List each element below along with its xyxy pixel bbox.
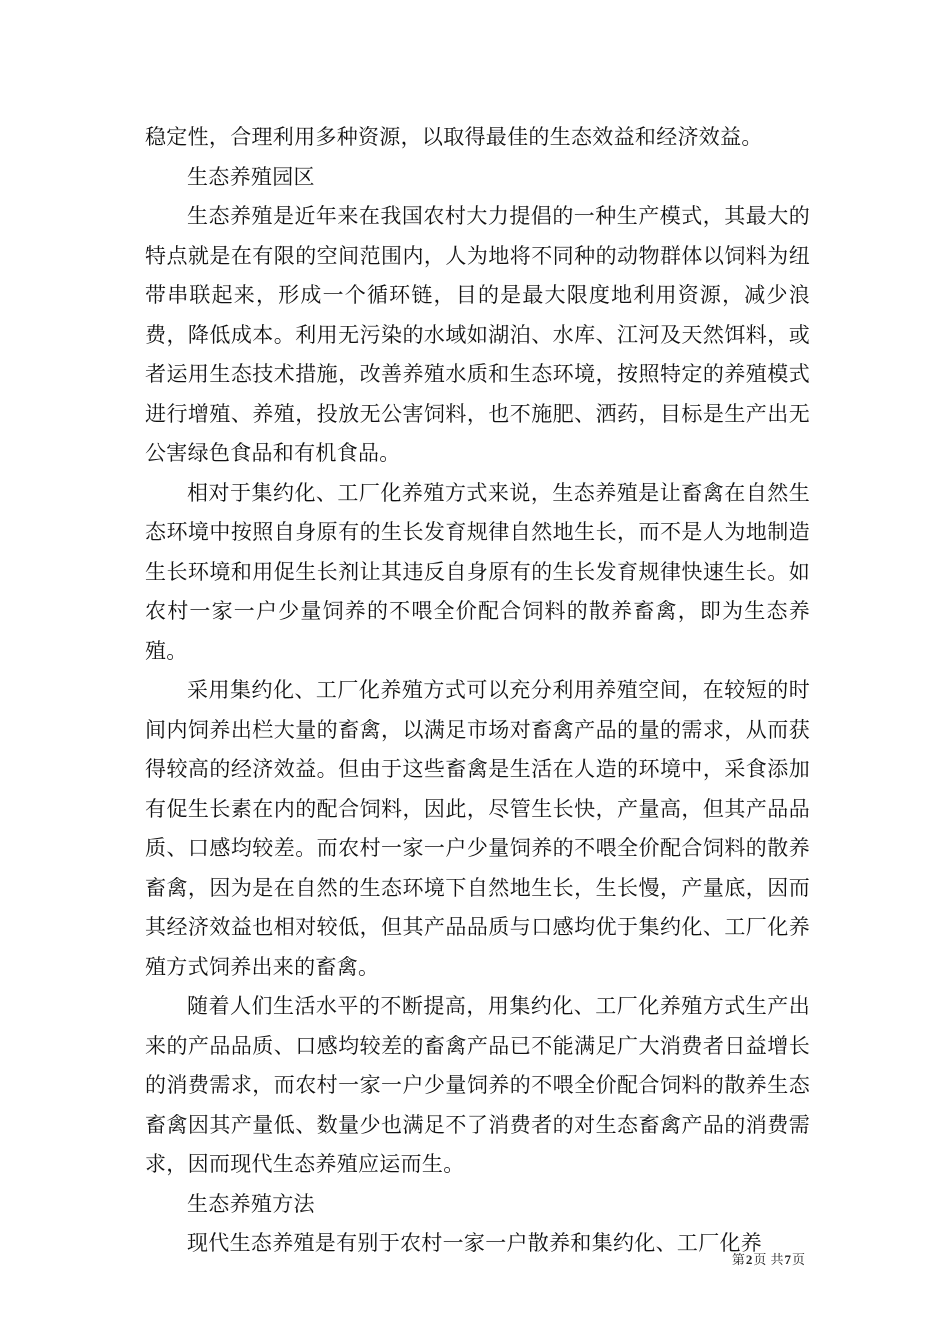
paragraph: 现代生态养殖是有别于农村一家一户散养和集约化、工厂化养	[187, 1231, 763, 1255]
page-footer	[732, 1251, 805, 1270]
section-heading-eco-farming-methods: 生态养殖方法	[187, 1191, 315, 1216]
current-page-number: 2	[745, 1252, 753, 1267]
paragraph: 相对于集约化、工厂化养殖方式来说，生态养殖是让畜禽在自然生态环境中按照自身原有的生长发育规律自然地生长，而不是人为地制造生长环境和用促生长剂让其违反自身原有的生长发育规律快速生长。如农村一家一户少量饲养的不喂全价配合饲料的散养畜禽，即为生态养殖。	[145, 480, 810, 663]
footer-prefix: 第	[731, 1253, 745, 1268]
footer-suffix: 页	[791, 1253, 805, 1268]
paragraph: 采用集约化、工厂化养殖方式可以充分利用养殖空间，在较短的时间内饲养出栏大量的畜禽，以满足市场对畜禽产品的量的需求，从而获得较高的经济效益。但由于这些畜禽是生活在人造的环境中，采食添加有促生长素在内的配合饲料，因此，尽管生长快，产量高，但其产品品质、口感均较差。而农村一家一户少量饲养的不喂全价配合饲料的散养畜禽，因为是在自然的生态环境下自然地生长，生长慢，产量底，因而其经济效益也相对较低，但其产品品质与口感均优于集约化、工厂化养殖方式饲养出来的畜禽。	[145, 678, 810, 979]
paragraph: 生态养殖是近年来在我国农村大力提倡的一种生产模式，其最大的特点就是在有限的空间范围内，人为地将不同种的动物群体以饲料为纽带串联起来，形成一个循环链，目的是最大限度地利用资源，减少浪费，降低成本。利用无污染的水域如湖泊、水库、江河及天然饵料，或者运用生态技术措施，改善养殖水质和生态环境，按照特定的养殖模式进行增殖、养殖，投放无公害饲料，也不施肥、洒药，目标是生产出无公害绿色食品和有机食品。	[145, 204, 810, 465]
total-pages-number: 7	[784, 1252, 791, 1267]
paragraph: 随着人们生活水平的不断提高，用集约化、工厂化养殖方式生产出来的产品品质、口感均较差的畜禽产品已不能满足广大消费者日益增长的消费需求，而农村一家一户少量饲养的不喂全价配合饲料的散养生态畜禽因其产量低、数量少也满足不了消费者的对生态畜禽产品的消费需求，因而现代生态养殖应运而生。	[145, 994, 810, 1176]
paragraph-continuation: 稳定性，合理利用多种资源，以取得最佳的生态效益和经济效益。	[145, 125, 763, 149]
body-text	[145, 118, 810, 1264]
section-heading-eco-farming-park: 生态养殖园区	[187, 164, 315, 189]
footer-middle: 页 共	[753, 1253, 784, 1268]
